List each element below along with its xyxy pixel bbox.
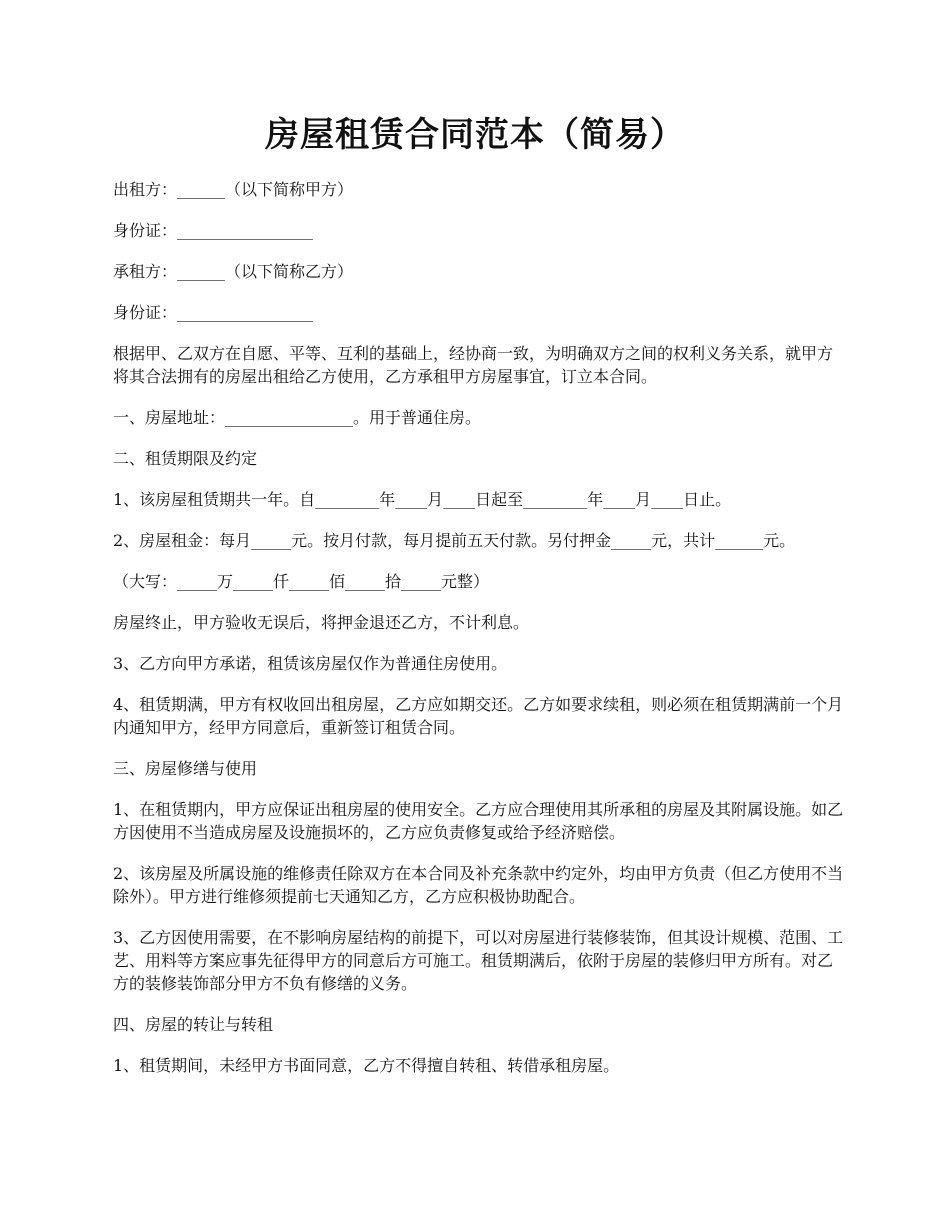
paragraph-repair-1: 1、在租赁期内，甲方应保证出租房屋的使用安全。乙方应合理使用其所承租的房屋及其附属设施。如乙方因使用不当造成房屋及设施损坏的，乙方应负责修复或给予经济赔偿。 (113, 800, 844, 842)
section-heading-repair: 三、房屋修缮与使用 (113, 759, 258, 778)
paragraph-repair-2: 2、该房屋及所属设施的维修责任除双方在本合同及补充条款中约定外，均由甲方负责（但乙方使用不当除外）。甲方进行维修须提前七天通知乙方，乙方应积极协助配合。 (113, 864, 844, 906)
section-heading-term: 二、租赁期限及约定 (113, 449, 258, 468)
paragraph-lessor: 出租方：______（以下简称甲方） (113, 180, 354, 199)
paragraph-rent: 2、房屋租金：每月_____元。按月付款，每月提前五天付款。另付押金_____元，共计______元。 (113, 531, 796, 550)
paragraph-lessee-id: 身份证：_________________ (113, 303, 314, 322)
document-title: 房屋租赁合同范本（简易） (265, 115, 685, 155)
paragraph-preamble: 根据甲、乙双方在自愿、平等、互利的基础上，经协商一致，为明确双方之间的权利义务关系，就甲方将其合法拥有的房屋出租给乙方使用，乙方承租甲方房屋事宜，订立本合同。 (113, 344, 834, 386)
paragraph-lessee: 承租方：______（以下简称乙方） (113, 262, 354, 281)
section-heading-transfer: 四、房屋的转让与转租 (113, 1015, 274, 1034)
paragraph-deposit-return: 房屋终止，甲方验收无误后，将押金退还乙方，不计利息。 (113, 613, 530, 632)
paragraph-renewal: 4、租赁期满，甲方有权收回出租房屋，乙方应如期交还。乙方如要求续租，则必须在租赁期满前一个月内通知甲方，经甲方同意后，重新签订租赁合同。 (113, 695, 844, 737)
paragraph-rent-uppercase: （大写：_____万_____仟_____佰_____拾_____元整） (113, 572, 490, 591)
paragraph-address: 一、房屋地址：________________。用于普通住房。 (113, 408, 482, 427)
paragraph-lessor-id: 身份证：_________________ (113, 221, 314, 240)
paragraph-transfer-1: 1、租赁期间，未经甲方书面同意，乙方不得擅自转租、转借承租房屋。 (113, 1056, 620, 1075)
paragraph-repair-3: 3、乙方因使用需要，在不影响房屋结构的前提下，可以对房屋进行装修装饰，但其设计规模、范围、工艺、用料等方案应事先征得甲方的同意后方可施工。租赁期满后，依附于房屋的装修归甲方所有。对乙方的装修装饰部分甲方不负有修缮的义务。 (113, 928, 844, 993)
paragraph-term: 1、该房屋租赁期共一年。自________年____月____日起至________年____月____日止。 (113, 490, 732, 509)
document-body (113, 178, 848, 1095)
paragraph-usage-promise: 3、乙方向甲方承诺，租赁该房屋仅作为普通住房使用。 (113, 654, 508, 673)
